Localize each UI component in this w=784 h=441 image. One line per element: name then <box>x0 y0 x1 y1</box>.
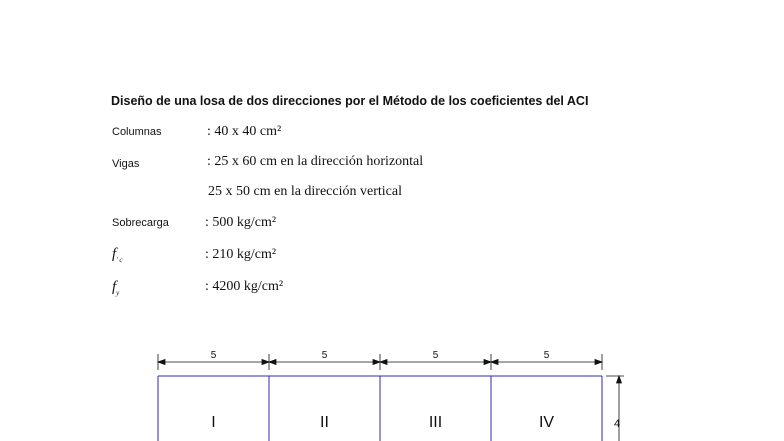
panel-label: IV <box>538 414 555 431</box>
span-label: 5 <box>432 350 439 361</box>
panel-label: I <box>211 414 216 431</box>
vigas-label: Vigas <box>112 158 140 170</box>
dimension-arrow <box>595 360 602 365</box>
fc-label: $f_{' c}$ <box>112 246 123 264</box>
dimension-arrow <box>491 360 498 365</box>
fc-value: : 210 kg/cm² <box>205 247 277 262</box>
columnas-label: Columnas <box>112 126 162 138</box>
fy-value: : 4200 kg/cm² <box>205 279 284 294</box>
vigas-horizontal-value: : 25 x 60 cm en la dirección horizontal <box>207 154 424 169</box>
span-label: 5 <box>210 350 217 361</box>
span-label: 5 <box>543 350 550 361</box>
columnas-value: : 40 x 40 cm² <box>207 124 282 139</box>
panel-label: II <box>320 414 329 431</box>
vigas-vertical-value: 25 x 50 cm en la dirección vertical <box>208 184 402 199</box>
dimension-arrow <box>380 360 387 365</box>
dimension-arrow <box>269 360 276 365</box>
dimension-arrow <box>158 360 165 365</box>
sobrecarga-value: : 500 kg/cm² <box>205 215 277 230</box>
span-label: 5 <box>321 350 328 361</box>
fy-label: $f_y$ <box>112 279 120 297</box>
dimension-arrow <box>617 376 622 383</box>
height-label: 4 <box>614 418 621 430</box>
page-title: Diseño de una losa de dos direcciones por el Método de los coeficientes del ACI <box>111 94 589 108</box>
sobrecarga-label: Sobrecarga <box>112 217 169 229</box>
panel-label: III <box>428 414 443 431</box>
